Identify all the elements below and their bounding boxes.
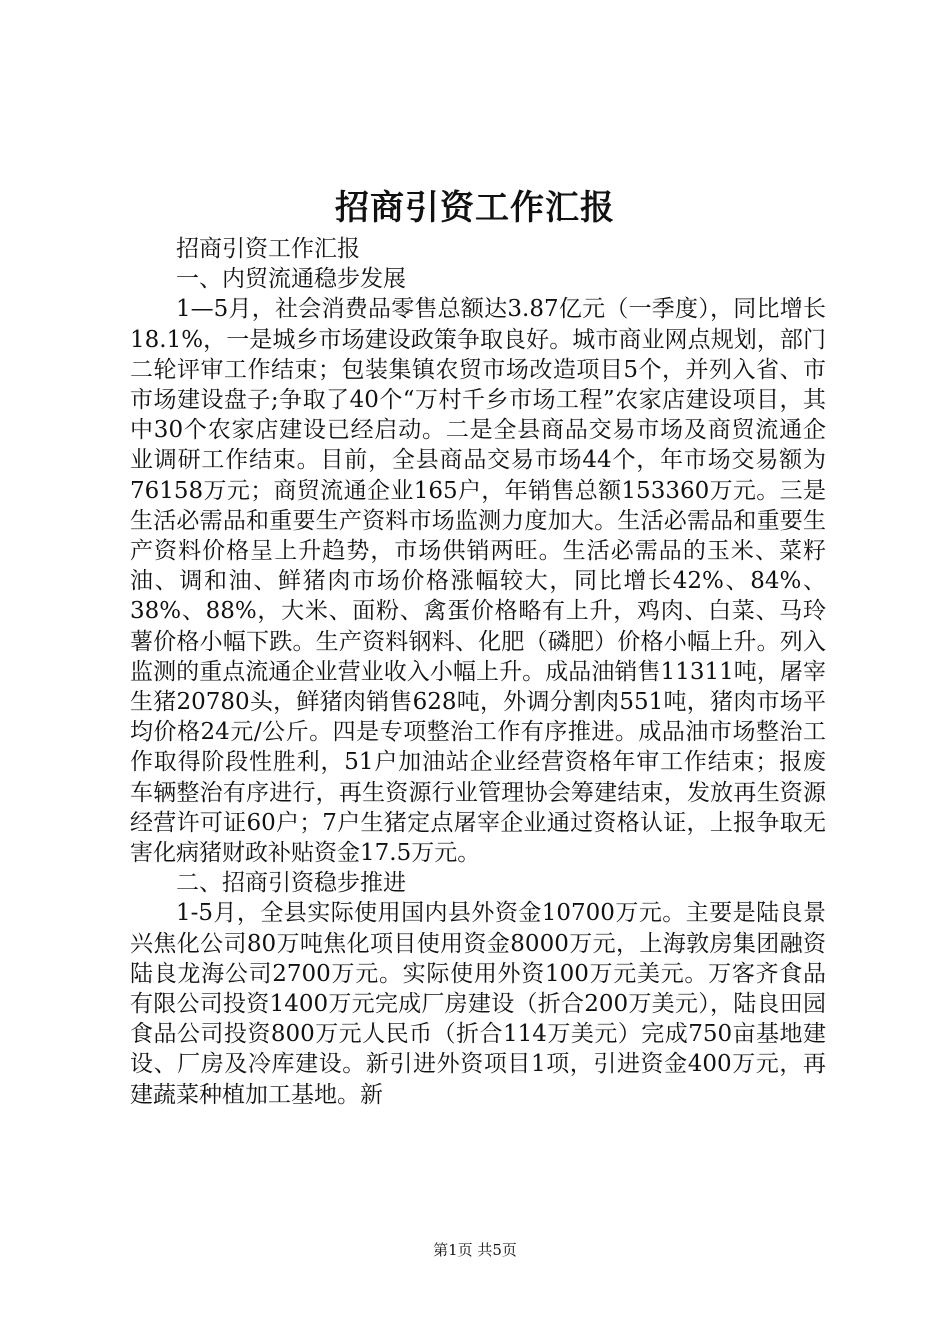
body-paragraph-subtitle: 招商引资工作汇报 [176, 236, 360, 262]
section-heading-2: 二、招商引资稳步推进 [176, 870, 406, 897]
page-footer: 第1页 共5页 [433, 1241, 517, 1259]
body-paragraph-2: 1-5月，全县实际使用国内县外资金10700万元。主要是陆良景兴焦化公司80万吨焦化项目使用资金8000万元，上海敦房集团融资陆良龙海公司2700万元。实际使用外资100万元美元。万客齐食品有限公司投资1400万元完成厂房建设（折合200万美元），陆良田园食品公司投资800万元人民币（折合114万美元）完成750亩基地建设、厂房及冷库建设。新引进外资项目1项，引进资金400万元，再建蔬菜种植加工基地。新 [130, 900, 826, 1108]
document-body [130, 234, 826, 1110]
body-paragraph-1: 1—5月，社会消费品零售总额达3.87亿元（一季度），同比增长18.1%，一是城乡市场建设政策争取良好。城市商业网点规划，部门二轮评审工作结束；包装集镇农贸市场改造项目5个，并列入省、市市场建设盘子;争取了40个“万村千乡市场工程”农家店建设项目，其中30个农家店建设已经启动。二是全县商品交易市场及商贸流通企业调研工作结束。目前，全县商品交易市场44个，年市场交易额为76158万元；商贸流通企业165户，年销售总额153360万元。三是生活必需品和重要生产资料市场监测力度加大。生活必需品和重要生产资料价格呈上升趋势，市场供销两旺。生活必需品的玉米、菜籽油、调和油、鲜猪肉市场价格涨幅较大，同比增长42%、84%、38%、88%，大米、面粉、禽蛋价格略有上升，鸡肉、白菜、马玲薯价格小幅下跌。生产资料钢料、化肥（磷肥）价格小幅上升。列入监测的重点流通企业营业收入小幅上升。成品油销售11311吨，屠宰生猪20780头，鲜猪肉销售628吨，外调分割肉551吨，猪肉市场平均价格24元/公斤。四是专项整治工作有序推进。成品油市场整治工作取得阶段性胜利，51户加油站企业经营资格年审工作结束；报废车辆整治有序进行，再生资源行业管理协会筹建结束，发放再生资源经营许可证60户；7户生猪定点屠宰企业通过资格认证，上报争取无害化病猪财政补贴资金17.5万元。 [130, 296, 826, 867]
section-heading-1: 一、内贸流通稳步发展 [176, 266, 406, 293]
document-title: 招商引资工作汇报 [335, 188, 615, 228]
